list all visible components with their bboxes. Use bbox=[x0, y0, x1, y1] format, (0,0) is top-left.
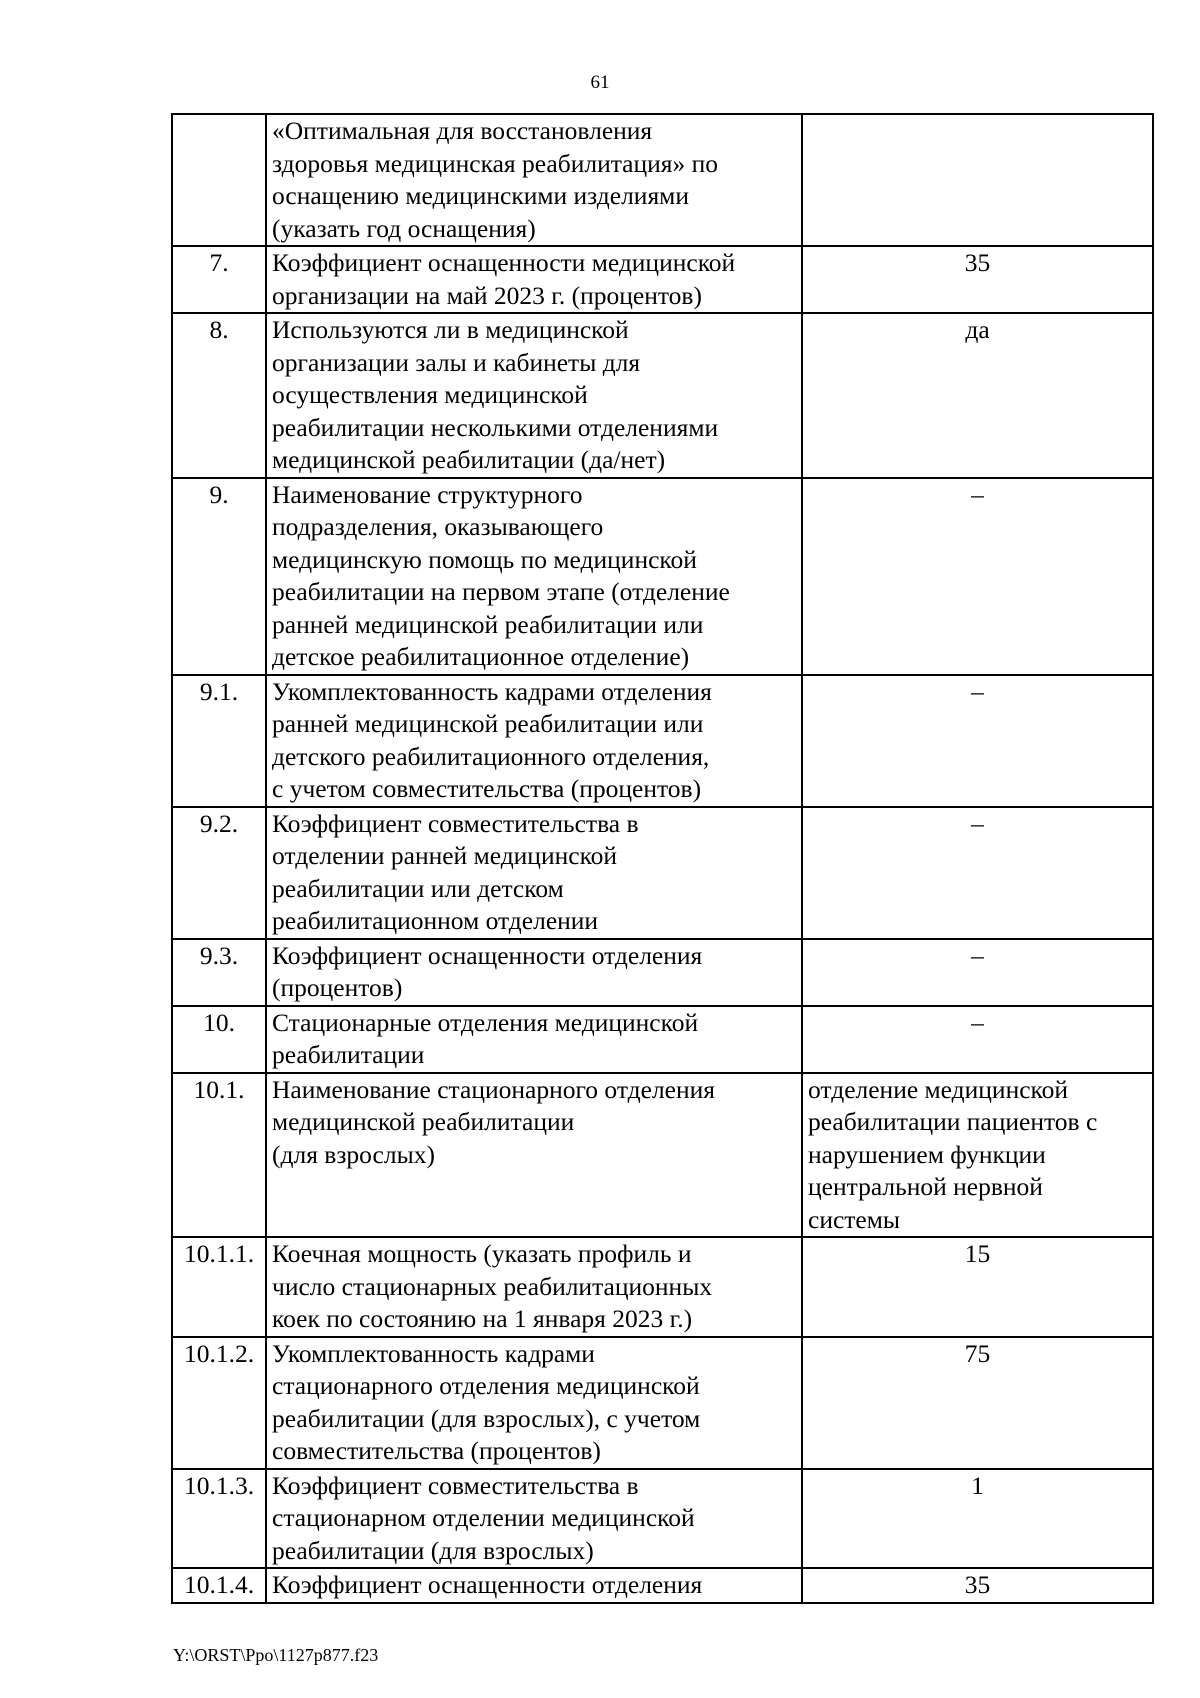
row-value: – bbox=[802, 807, 1153, 939]
row-number: 9.3. bbox=[172, 939, 266, 1006]
row-name: Коэффициент оснащенности отделения bbox=[266, 1568, 802, 1603]
row-number: 10.1.1. bbox=[172, 1237, 266, 1337]
row-name: Укомплектованность кадрами стационарного отделения медицинской реабилитации (для взрослых), с учетом совместительства (процентов) bbox=[266, 1337, 802, 1469]
row-value: 15 bbox=[802, 1237, 1153, 1337]
row-value: – bbox=[802, 478, 1153, 675]
row-name: Коэффициент оснащенности медицинской организации на май 2023 г. (процентов) bbox=[266, 246, 802, 313]
row-value: 35 bbox=[802, 246, 1153, 313]
table-row bbox=[172, 246, 1153, 313]
table-row bbox=[172, 478, 1153, 675]
row-number: 9.1. bbox=[172, 675, 266, 807]
row-name: «Оптимальная для восстановления здоровья медицинская реабилитация» по оснащению медицинскими изделиями (указать год оснащения) bbox=[266, 114, 802, 246]
row-number: 9. bbox=[172, 478, 266, 675]
table-row bbox=[172, 807, 1153, 939]
table-row bbox=[172, 1237, 1153, 1337]
row-name: Коэффициент совместительства в стационарном отделении медицинской реабилитации (для взрослых) bbox=[266, 1469, 802, 1569]
row-name: Стационарные отделения медицинской реабилитации bbox=[266, 1006, 802, 1073]
row-number: 10.1.4. bbox=[172, 1568, 266, 1603]
row-name: Коэффициент оснащенности отделения (процентов) bbox=[266, 939, 802, 1006]
row-number: 8. bbox=[172, 313, 266, 478]
row-name: Наименование структурного подразделения, оказывающего медицинскую помощь по медицинской реабилитации на первом этапе (отделение ранней медицинской реабилитации или детское реабилитационное отделение) bbox=[266, 478, 802, 675]
row-value: 75 bbox=[802, 1337, 1153, 1469]
row-value bbox=[802, 114, 1153, 246]
row-name: Укомплектованность кадрами отделения ранней медицинской реабилитации или детского реабилитационного отделения, с учетом совместительства (процентов) bbox=[266, 675, 802, 807]
table-row bbox=[172, 1006, 1153, 1073]
table-row bbox=[172, 1568, 1153, 1603]
table-row bbox=[172, 114, 1153, 246]
row-name: Коэффициент совместительства в отделении ранней медицинской реабилитации или детском реабилитационном отделении bbox=[266, 807, 802, 939]
row-number: 9.2. bbox=[172, 807, 266, 939]
row-name: Коечная мощность (указать профиль и число стационарных реабилитационных коек по состоянию на 1 января 2023 г.) bbox=[266, 1237, 802, 1337]
row-number: 7. bbox=[172, 246, 266, 313]
row-value: 1 bbox=[802, 1469, 1153, 1569]
table-row bbox=[172, 313, 1153, 478]
row-value: 35 bbox=[802, 1568, 1153, 1603]
table-row bbox=[172, 939, 1153, 1006]
row-number bbox=[172, 114, 266, 246]
row-value: отделение медицинской реабилитации пациентов с нарушением функции центральной нервной системы bbox=[802, 1073, 1153, 1238]
file-path-footer: Y:\ORST\Ppo\1127p877.f23 bbox=[173, 1645, 379, 1665]
row-name: Наименование стационарного отделения медицинской реабилитации (для взрослых) bbox=[266, 1073, 802, 1238]
table-row bbox=[172, 1337, 1153, 1469]
table-row bbox=[172, 1073, 1153, 1238]
row-value: да bbox=[802, 313, 1153, 478]
page-number: 61 bbox=[590, 72, 610, 93]
row-number: 10.1. bbox=[172, 1073, 266, 1238]
table-row bbox=[172, 675, 1153, 807]
indicators-table bbox=[171, 113, 1154, 1604]
row-value: – bbox=[802, 675, 1153, 807]
row-value: – bbox=[802, 939, 1153, 1006]
row-value: – bbox=[802, 1006, 1153, 1073]
row-number: 10. bbox=[172, 1006, 266, 1073]
row-name: Используются ли в медицинской организации залы и кабинеты для осуществления медицинской реабилитации несколькими отделениями медицинской реабилитации (да/нет) bbox=[266, 313, 802, 478]
row-number: 10.1.3. bbox=[172, 1469, 266, 1569]
row-number: 10.1.2. bbox=[172, 1337, 266, 1469]
table-row bbox=[172, 1469, 1153, 1569]
